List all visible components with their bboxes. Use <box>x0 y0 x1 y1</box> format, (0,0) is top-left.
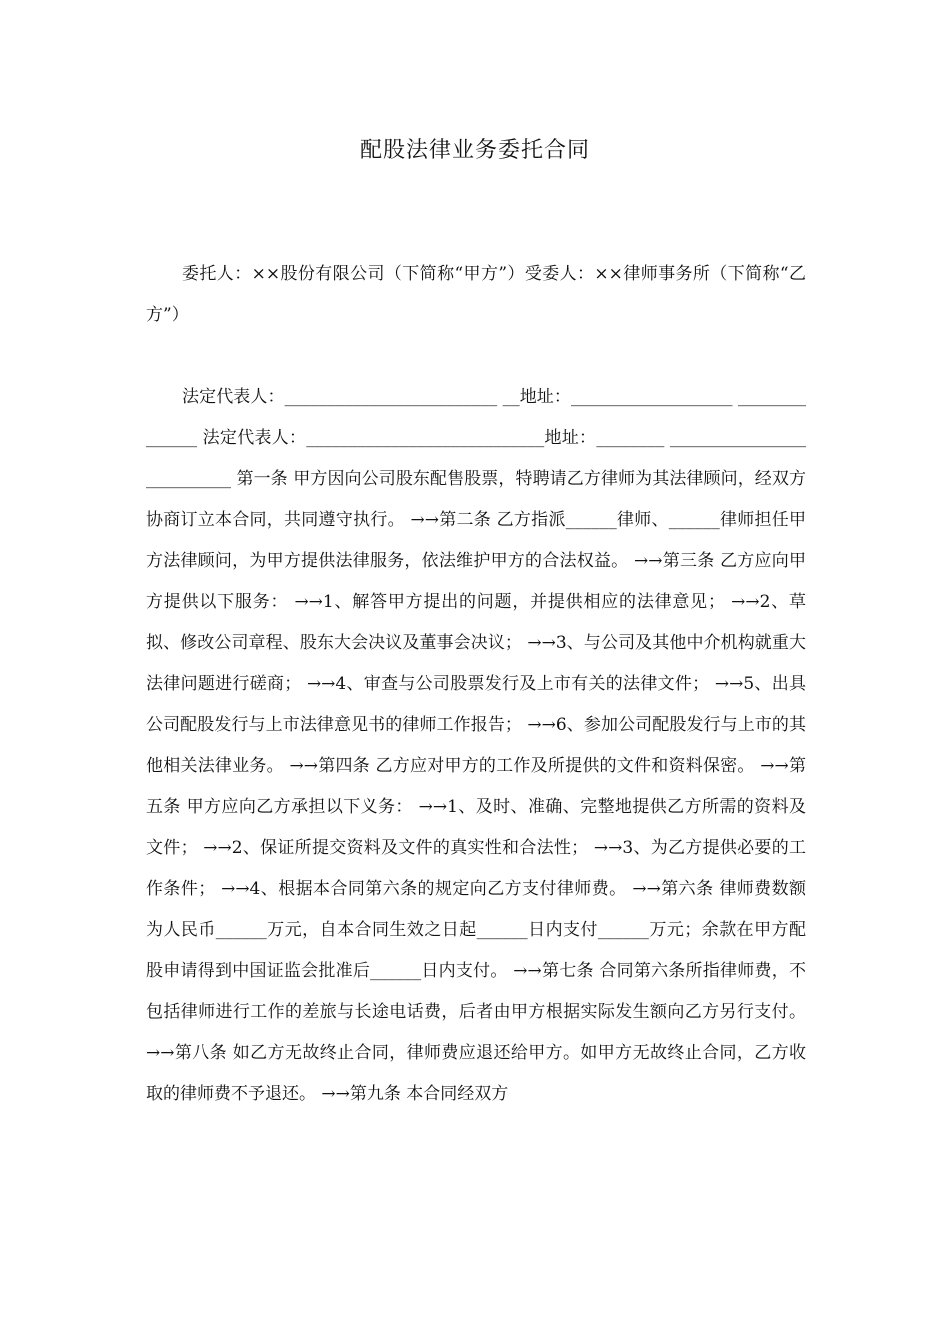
contract-body-paragraph: 法定代表人：_________________________ __地址：___________________ ______________ 法定代表人：____________________________地址：________ __________________________ 第一条 甲方因向公司股东配售股票，特聘请乙方律师为其法律顾问，经双方协商订立本合同，共同遵守执行。 →→第二条 乙方指派______律师、______律师担任甲方法律顾问，为甲方提供法律服务，依法维护甲方的合法权益。 →→第三条 乙方应向甲方提供以下服务： →→1、解答甲方提出的问题，并提供相应的法律意见； →→2、草拟、修改公司章程、股东大会决议及董事会决议； →→3、与公司及其他中介机构就重大法律问题进行磋商； →→4、审查与公司股票发行及上市有关的法律文件； →→5、出具公司配股发行与上市法律意见书的律师工作报告； →→6、参加公司配股发行与上市的其他相关法律业务。 →→第四条 乙方应对甲方的工作及所提供的文件和资料保密。 →→第五条 甲方应向乙方承担以下义务： →→1、及时、准确、完整地提供乙方所需的资料及文件； →→2、保证所提交资料及文件的真实性和合法性； →→3、为乙方提供必要的工作条件； →→4、根据本合同第六条的规定向乙方支付律师费。 →→第六条 律师费数额为人民币______万元，自本合同生效之日起______日内支付______万元；余款在甲方配股申请得到中国证监会批准后______日内支付。 →→第七条 合同第六条所指律师费，不包括律师进行工作的差旅与长途电话费，后者由甲方根据实际发生额向乙方另行支付。 →→第八条 如乙方无故终止合同，律师费应退还给甲方。如甲方无故终止合同，乙方收取的律师费不予退还。 →→第九条 本合同经双方 <box>146 387 806 1104</box>
parties-paragraph: 委托人：××股份有限公司（下简称“甲方”）受委人：××律师事务所（下简称“乙方”） <box>146 264 806 325</box>
document-title: 配股法律业务委托合同 <box>359 138 590 163</box>
